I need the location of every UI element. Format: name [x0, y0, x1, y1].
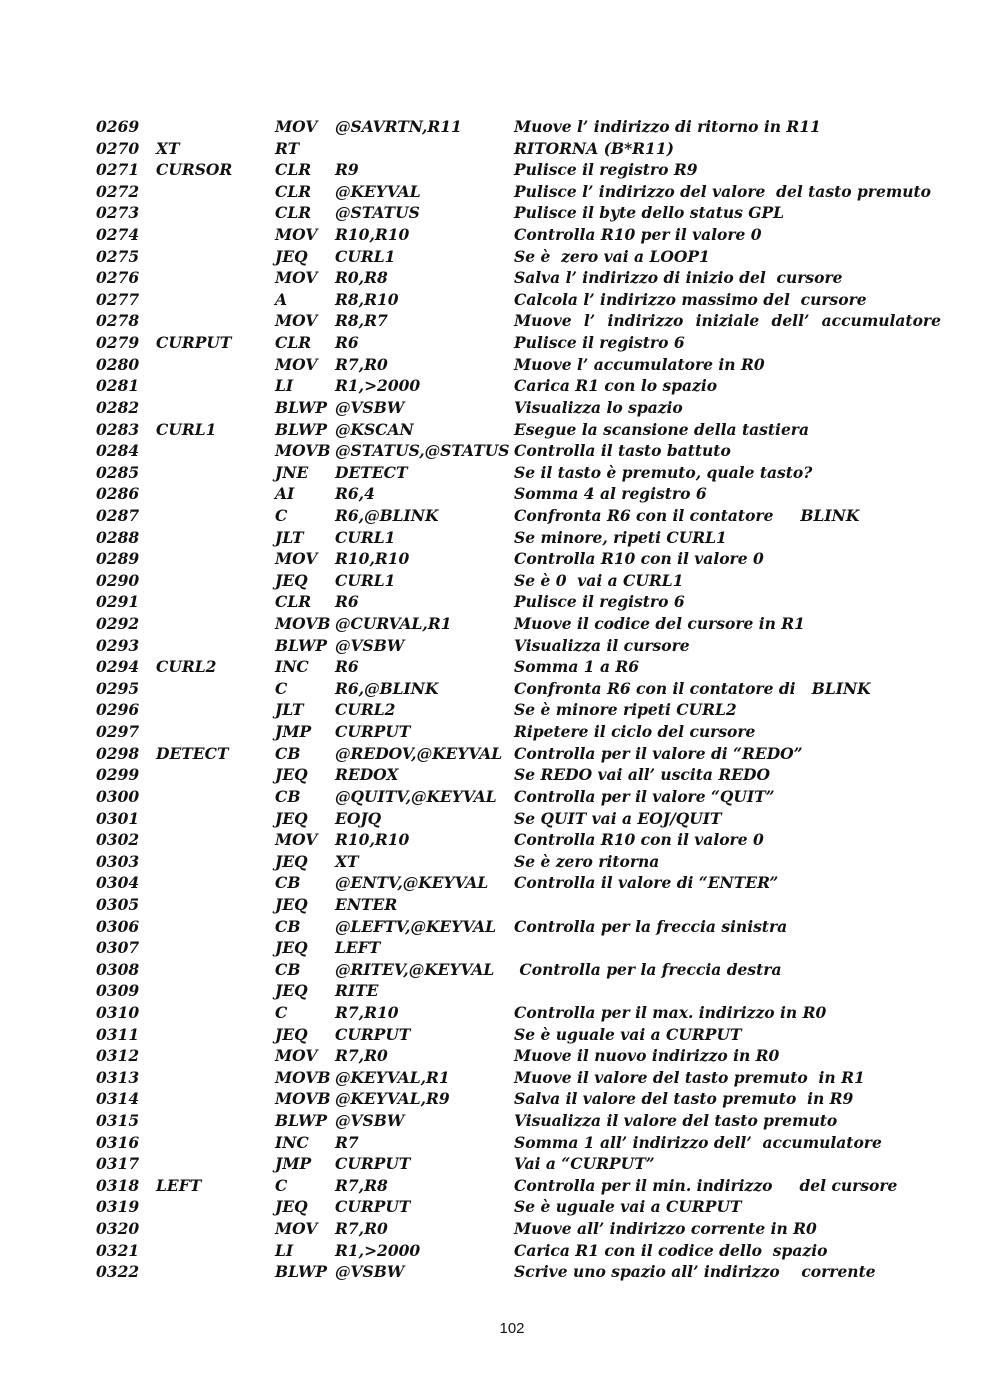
- opcode: CLR: [275, 181, 312, 201]
- listing-line: [96, 1067, 956, 1089]
- opcode: RT: [275, 138, 300, 158]
- comment: Se QUIT vai a EOJ/QUIT: [514, 808, 722, 828]
- operand: @VSBW: [335, 1262, 405, 1282]
- opcode: CB: [275, 786, 301, 806]
- operand: CURL1: [335, 570, 396, 590]
- comment: Muove il valore del tasto premuto in R1: [514, 1067, 865, 1087]
- line-number: 0293: [96, 635, 140, 655]
- operand: CURPUT: [335, 1197, 411, 1217]
- comment: Somma 1 all’ indirizzo dell’ accumulatore: [514, 1132, 882, 1152]
- operand: R10,R10: [335, 549, 410, 569]
- line-number: 0313: [96, 1067, 140, 1087]
- opcode: CLR: [275, 160, 312, 180]
- listing-line: [96, 570, 956, 592]
- comment: Muove l’ indirizzo di ritorno in R11: [514, 117, 821, 136]
- comment: Carica R1 con lo spazio: [514, 376, 718, 396]
- operand: R7,R8: [335, 1175, 388, 1195]
- listing-line: [96, 354, 956, 376]
- listing-line: [96, 375, 956, 397]
- opcode: MOV: [275, 830, 318, 850]
- listing-line: [96, 1175, 956, 1197]
- operand: CURPUT: [335, 1154, 411, 1174]
- listing-line: [96, 267, 956, 289]
- opcode: MOV: [275, 225, 318, 245]
- listing-line: [96, 246, 956, 268]
- comment: Calcola l’ indirizzo massimo del cursore: [514, 289, 867, 309]
- listing-line: [96, 916, 956, 938]
- opcode: MOV: [275, 1219, 318, 1239]
- assembly-listing: [96, 116, 956, 1283]
- comment: Controlla R10 per il valore 0: [514, 225, 762, 245]
- operand: R7,R0: [335, 1046, 388, 1066]
- label-field: CURPUT: [156, 333, 232, 353]
- opcode: C: [275, 1002, 288, 1022]
- line-number: 0282: [96, 397, 140, 417]
- comment: Vai a “CURPUT”: [514, 1154, 655, 1174]
- listing-line: [96, 764, 956, 786]
- opcode: JEQ: [275, 938, 308, 958]
- line-number: 0309: [96, 981, 140, 1001]
- opcode: MOV: [275, 1046, 318, 1066]
- operand: R10,R10: [335, 830, 410, 850]
- line-number: 0304: [96, 873, 140, 893]
- operand: CURL1: [335, 527, 396, 547]
- comment: Controlla il tasto battuto: [514, 441, 731, 461]
- listing-line: [96, 980, 956, 1002]
- line-number: 0305: [96, 894, 140, 914]
- line-number: 0298: [96, 743, 140, 763]
- operand: @KEYVAL: [335, 181, 421, 201]
- opcode: JEQ: [275, 765, 308, 785]
- line-number: 0285: [96, 462, 140, 482]
- operand: @KEYVAL,R1: [335, 1067, 450, 1087]
- opcode: JEQ: [275, 981, 308, 1001]
- line-number: 0299: [96, 765, 140, 785]
- operand: CURPUT: [335, 722, 411, 742]
- opcode: JLT: [275, 700, 304, 720]
- operand: @VSBW: [335, 1111, 405, 1131]
- comment: Visualizza il valore del tasto premuto: [514, 1111, 838, 1131]
- comment: Controlla per il min. indirizzo del cursore: [514, 1175, 898, 1195]
- operand: R6,@BLINK: [335, 505, 439, 525]
- line-number: 0319: [96, 1197, 140, 1217]
- line-number: 0272: [96, 181, 140, 201]
- label-field: XT: [156, 138, 180, 158]
- line-number: 0270: [96, 138, 140, 158]
- opcode: BLWP: [275, 1262, 328, 1282]
- comment: Controlla R10 con il valore 0: [514, 549, 764, 569]
- opcode: MOVB: [275, 614, 331, 634]
- operand: R10,R10: [335, 225, 410, 245]
- comment: Controlla per il valore “QUIT”: [514, 786, 775, 806]
- line-number: 0300: [96, 786, 140, 806]
- listing-line: [96, 202, 956, 224]
- comment: Confronta R6 con il contatore di BLINK: [514, 678, 871, 698]
- listing-line: [96, 116, 956, 138]
- opcode: JEQ: [275, 894, 308, 914]
- comment: Somma 4 al registro 6: [514, 484, 707, 504]
- operand: R6: [335, 592, 359, 612]
- opcode: JNE: [275, 462, 309, 482]
- comment: Scrive uno spazio all’ indirizzo corrente: [514, 1262, 876, 1282]
- line-number: 0281: [96, 376, 140, 396]
- comment: Se è uguale vai a CURPUT: [514, 1197, 742, 1217]
- listing-line: [96, 1002, 956, 1024]
- operand: CURL2: [335, 700, 396, 720]
- operand: R6: [335, 657, 359, 677]
- opcode: JEQ: [275, 570, 308, 590]
- line-number: 0269: [96, 117, 140, 136]
- comment: Controlla per il max. indirizzo in R0: [514, 1002, 827, 1022]
- listing-line: [96, 548, 956, 570]
- listing-line: [96, 959, 956, 981]
- label-field: CURL2: [156, 657, 217, 677]
- operand: R1,>2000: [335, 376, 421, 396]
- listing-line: [96, 1132, 956, 1154]
- opcode: BLWP: [275, 1111, 328, 1131]
- opcode: JMP: [275, 1154, 312, 1174]
- operand: ENTER: [335, 894, 398, 914]
- opcode: MOV: [275, 311, 318, 331]
- comment: Pulisce il byte dello status GPL: [514, 203, 785, 223]
- listing-line: [96, 872, 956, 894]
- opcode: INC: [275, 657, 309, 677]
- operand: R7,R10: [335, 1002, 399, 1022]
- listing-line: [96, 894, 956, 916]
- line-number: 0314: [96, 1089, 140, 1109]
- line-number: 0317: [96, 1154, 140, 1174]
- comment: Muove il nuovo indirizzo in R0: [514, 1046, 780, 1066]
- opcode: JEQ: [275, 1197, 308, 1217]
- comment: Muove all’ indirizzo corrente in R0: [514, 1219, 817, 1239]
- line-number: 0291: [96, 592, 140, 612]
- operand: @VSBW: [335, 635, 405, 655]
- line-number: 0308: [96, 959, 140, 979]
- opcode: MOVB: [275, 441, 331, 461]
- listing-line: [96, 1240, 956, 1262]
- comment: Salva l’ indirizzo di inizio del cursore: [514, 268, 843, 288]
- operand: @RITEV,@KEYVAL: [335, 959, 495, 979]
- comment: Controlla per la freccia sinistra: [514, 916, 788, 936]
- listing-line: [96, 419, 956, 441]
- listing-line: [96, 527, 956, 549]
- line-number: 0278: [96, 311, 140, 331]
- opcode: JEQ: [275, 808, 308, 828]
- listing-line: [96, 310, 956, 332]
- comment: Somma 1 a R6: [514, 657, 640, 677]
- opcode: CLR: [275, 592, 312, 612]
- line-number: 0273: [96, 203, 140, 223]
- comment: Muove l’ indirizzo iniziale dell’ accumulatore: [514, 311, 941, 331]
- listing-line: [96, 224, 956, 246]
- comment: Visualizza il cursore: [514, 635, 690, 655]
- listing-line: [96, 613, 956, 635]
- listing-line: [96, 635, 956, 657]
- line-number: 0296: [96, 700, 140, 720]
- comment: Se minore, ripeti CURL1: [514, 527, 727, 547]
- operand: CURL1: [335, 246, 396, 266]
- operand: @VSBW: [335, 397, 405, 417]
- listing-line: [96, 505, 956, 527]
- operand: R7,R0: [335, 1219, 388, 1239]
- operand: @KSCAN: [335, 419, 414, 439]
- opcode: JEQ: [275, 851, 308, 871]
- opcode: BLWP: [275, 635, 328, 655]
- opcode: AI: [275, 484, 295, 504]
- listing-line: [96, 699, 956, 721]
- line-number: 0297: [96, 722, 140, 742]
- line-number: 0306: [96, 916, 140, 936]
- operand: R7: [335, 1132, 359, 1152]
- comment: RITORNA (B*R11): [514, 138, 674, 158]
- opcode: CB: [275, 743, 301, 763]
- operand: @KEYVAL,R9: [335, 1089, 450, 1109]
- opcode: C: [275, 505, 288, 525]
- comment: Se è zero ritorna: [514, 851, 660, 871]
- operand: LEFT: [335, 938, 381, 958]
- comment: Confronta R6 con il contatore BLINK: [514, 505, 860, 525]
- line-number: 0294: [96, 657, 140, 677]
- comment: Esegue la scansione della tastiera: [514, 419, 810, 439]
- listing-line: [96, 937, 956, 959]
- comment: Se il tasto è premuto, quale tasto?: [514, 462, 813, 482]
- comment: Carica R1 con il codice dello spazio: [514, 1240, 828, 1260]
- operand: R6,4: [335, 484, 375, 504]
- line-number: 0288: [96, 527, 140, 547]
- operand: R0,R8: [335, 268, 388, 288]
- comment: Pulisce l’ indirizzo del valore del tasto premuto: [514, 181, 932, 201]
- listing-line: [96, 483, 956, 505]
- opcode: MOV: [275, 354, 318, 374]
- listing-line: [96, 1045, 956, 1067]
- line-number: 0276: [96, 268, 140, 288]
- line-number: 0274: [96, 225, 140, 245]
- listing-line: [96, 721, 956, 743]
- operand: R1,>2000: [335, 1240, 421, 1260]
- comment: Se è minore ripeti CURL2: [514, 700, 737, 720]
- listing-line: [96, 808, 956, 830]
- operand: R8,R10: [335, 289, 399, 309]
- listing-line: [96, 289, 956, 311]
- opcode: JEQ: [275, 246, 308, 266]
- opcode: MOV: [275, 268, 318, 288]
- listing-line: [96, 159, 956, 181]
- comment: Se è uguale vai a CURPUT: [514, 1024, 742, 1044]
- comment: Controlla per il valore di “REDO”: [514, 743, 803, 763]
- comment: Controlla il valore di “ENTER”: [514, 873, 779, 893]
- line-number: 0295: [96, 678, 140, 698]
- operand: R6: [335, 333, 359, 353]
- listing-line: [96, 1261, 956, 1283]
- line-number: 0287: [96, 505, 140, 525]
- opcode: CLR: [275, 203, 312, 223]
- opcode: JMP: [275, 722, 312, 742]
- listing-line: [96, 440, 956, 462]
- label-field: CURL1: [156, 419, 217, 439]
- comment: Controlla per la freccia destra: [514, 959, 782, 979]
- operand: @STATUS: [335, 203, 420, 223]
- opcode: MOV: [275, 117, 318, 136]
- operand: @REDOV,@KEYVAL: [335, 743, 503, 763]
- listing-line: [96, 138, 956, 160]
- comment: Pulisce il registro R9: [514, 160, 698, 180]
- opcode: CB: [275, 873, 301, 893]
- listing-line: [96, 1196, 956, 1218]
- line-number: 0271: [96, 160, 140, 180]
- operand: R9: [335, 160, 359, 180]
- line-number: 0280: [96, 354, 140, 374]
- line-number: 0311: [96, 1024, 140, 1044]
- line-number: 0310: [96, 1002, 140, 1022]
- line-number: 0315: [96, 1111, 140, 1131]
- opcode: C: [275, 1175, 288, 1195]
- comment: Pulisce il registro 6: [514, 333, 685, 353]
- operand: CURPUT: [335, 1024, 411, 1044]
- comment: Muove il codice del cursore in R1: [514, 614, 805, 634]
- operand: @CURVAL,R1: [335, 614, 452, 634]
- operand: @LEFTV,@KEYVAL: [335, 916, 497, 936]
- comment: Se REDO vai all’ uscita REDO: [514, 765, 770, 785]
- line-number: 0290: [96, 570, 140, 590]
- listing-line: [96, 851, 956, 873]
- listing-line: [96, 786, 956, 808]
- comment: Se è zero vai a LOOP1: [514, 246, 710, 266]
- line-number: 0286: [96, 484, 140, 504]
- comment: Se è 0 vai a CURL1: [514, 570, 684, 590]
- comment: Controlla R10 con il valore 0: [514, 830, 764, 850]
- operand: EOJQ: [335, 808, 382, 828]
- listing-line: [96, 1153, 956, 1175]
- listing-line: [96, 1088, 956, 1110]
- page-number: 102: [499, 1320, 525, 1337]
- listing-line: [96, 678, 956, 700]
- operand: XT: [335, 851, 359, 871]
- line-number: 0275: [96, 246, 140, 266]
- comment: Salva il valore del tasto premuto in R9: [514, 1089, 854, 1109]
- listing-line: [96, 181, 956, 203]
- line-number: 0279: [96, 333, 140, 353]
- line-number: 0289: [96, 549, 140, 569]
- comment: Visualizza lo spazio: [514, 397, 683, 417]
- listing-line: [96, 332, 956, 354]
- line-number: 0316: [96, 1132, 140, 1152]
- operand: DETECT: [335, 462, 408, 482]
- listing-line: [96, 1110, 956, 1132]
- opcode: MOVB: [275, 1089, 331, 1109]
- listing-line: [96, 829, 956, 851]
- operand: REDOX: [335, 765, 399, 785]
- line-number: 0322: [96, 1262, 140, 1282]
- line-number: 0318: [96, 1175, 140, 1195]
- operand: @SAVRTN,R11: [335, 117, 462, 136]
- opcode: JEQ: [275, 1024, 308, 1044]
- line-number: 0320: [96, 1219, 140, 1239]
- line-number: 0307: [96, 938, 140, 958]
- opcode: MOV: [275, 549, 318, 569]
- line-number: 0302: [96, 830, 140, 850]
- opcode: CB: [275, 916, 301, 936]
- listing-line: [96, 656, 956, 678]
- opcode: INC: [275, 1132, 309, 1152]
- opcode: BLWP: [275, 419, 328, 439]
- opcode: JLT: [275, 527, 304, 547]
- line-number: 0312: [96, 1046, 140, 1066]
- opcode: BLWP: [275, 397, 328, 417]
- operand: @ENTV,@KEYVAL: [335, 873, 489, 893]
- opcode: MOVB: [275, 1067, 331, 1087]
- operand: @STATUS,@STATUS: [335, 441, 510, 461]
- line-number: 0303: [96, 851, 140, 871]
- label-field: DETECT: [156, 743, 229, 763]
- operand: RITE: [335, 981, 379, 1001]
- line-number: 0277: [96, 289, 140, 309]
- opcode: CLR: [275, 333, 312, 353]
- operand: R6,@BLINK: [335, 678, 439, 698]
- line-number: 0321: [96, 1240, 140, 1260]
- line-number: 0301: [96, 808, 140, 828]
- listing-line: [96, 462, 956, 484]
- listing-line: [96, 1024, 956, 1046]
- label-field: LEFT: [156, 1175, 202, 1195]
- listing-line: [96, 1218, 956, 1240]
- line-number: 0284: [96, 441, 140, 461]
- comment: Ripetere il ciclo del cursore: [514, 722, 756, 742]
- opcode: LI: [275, 1240, 294, 1260]
- operand: R8,R7: [335, 311, 388, 331]
- line-number: 0292: [96, 614, 140, 634]
- listing-line: [96, 397, 956, 419]
- label-field: CURSOR: [156, 160, 233, 180]
- opcode: CB: [275, 959, 301, 979]
- comment: Pulisce il registro 6: [514, 592, 685, 612]
- opcode: LI: [275, 376, 294, 396]
- comment: Muove l’ accumulatore in R0: [514, 354, 765, 374]
- opcode: A: [275, 289, 288, 309]
- line-number: 0283: [96, 419, 140, 439]
- operand: @QUITV,@KEYVAL: [335, 786, 497, 806]
- opcode: C: [275, 678, 288, 698]
- listing-line: [96, 591, 956, 613]
- listing-line: [96, 743, 956, 765]
- operand: R7,R0: [335, 354, 388, 374]
